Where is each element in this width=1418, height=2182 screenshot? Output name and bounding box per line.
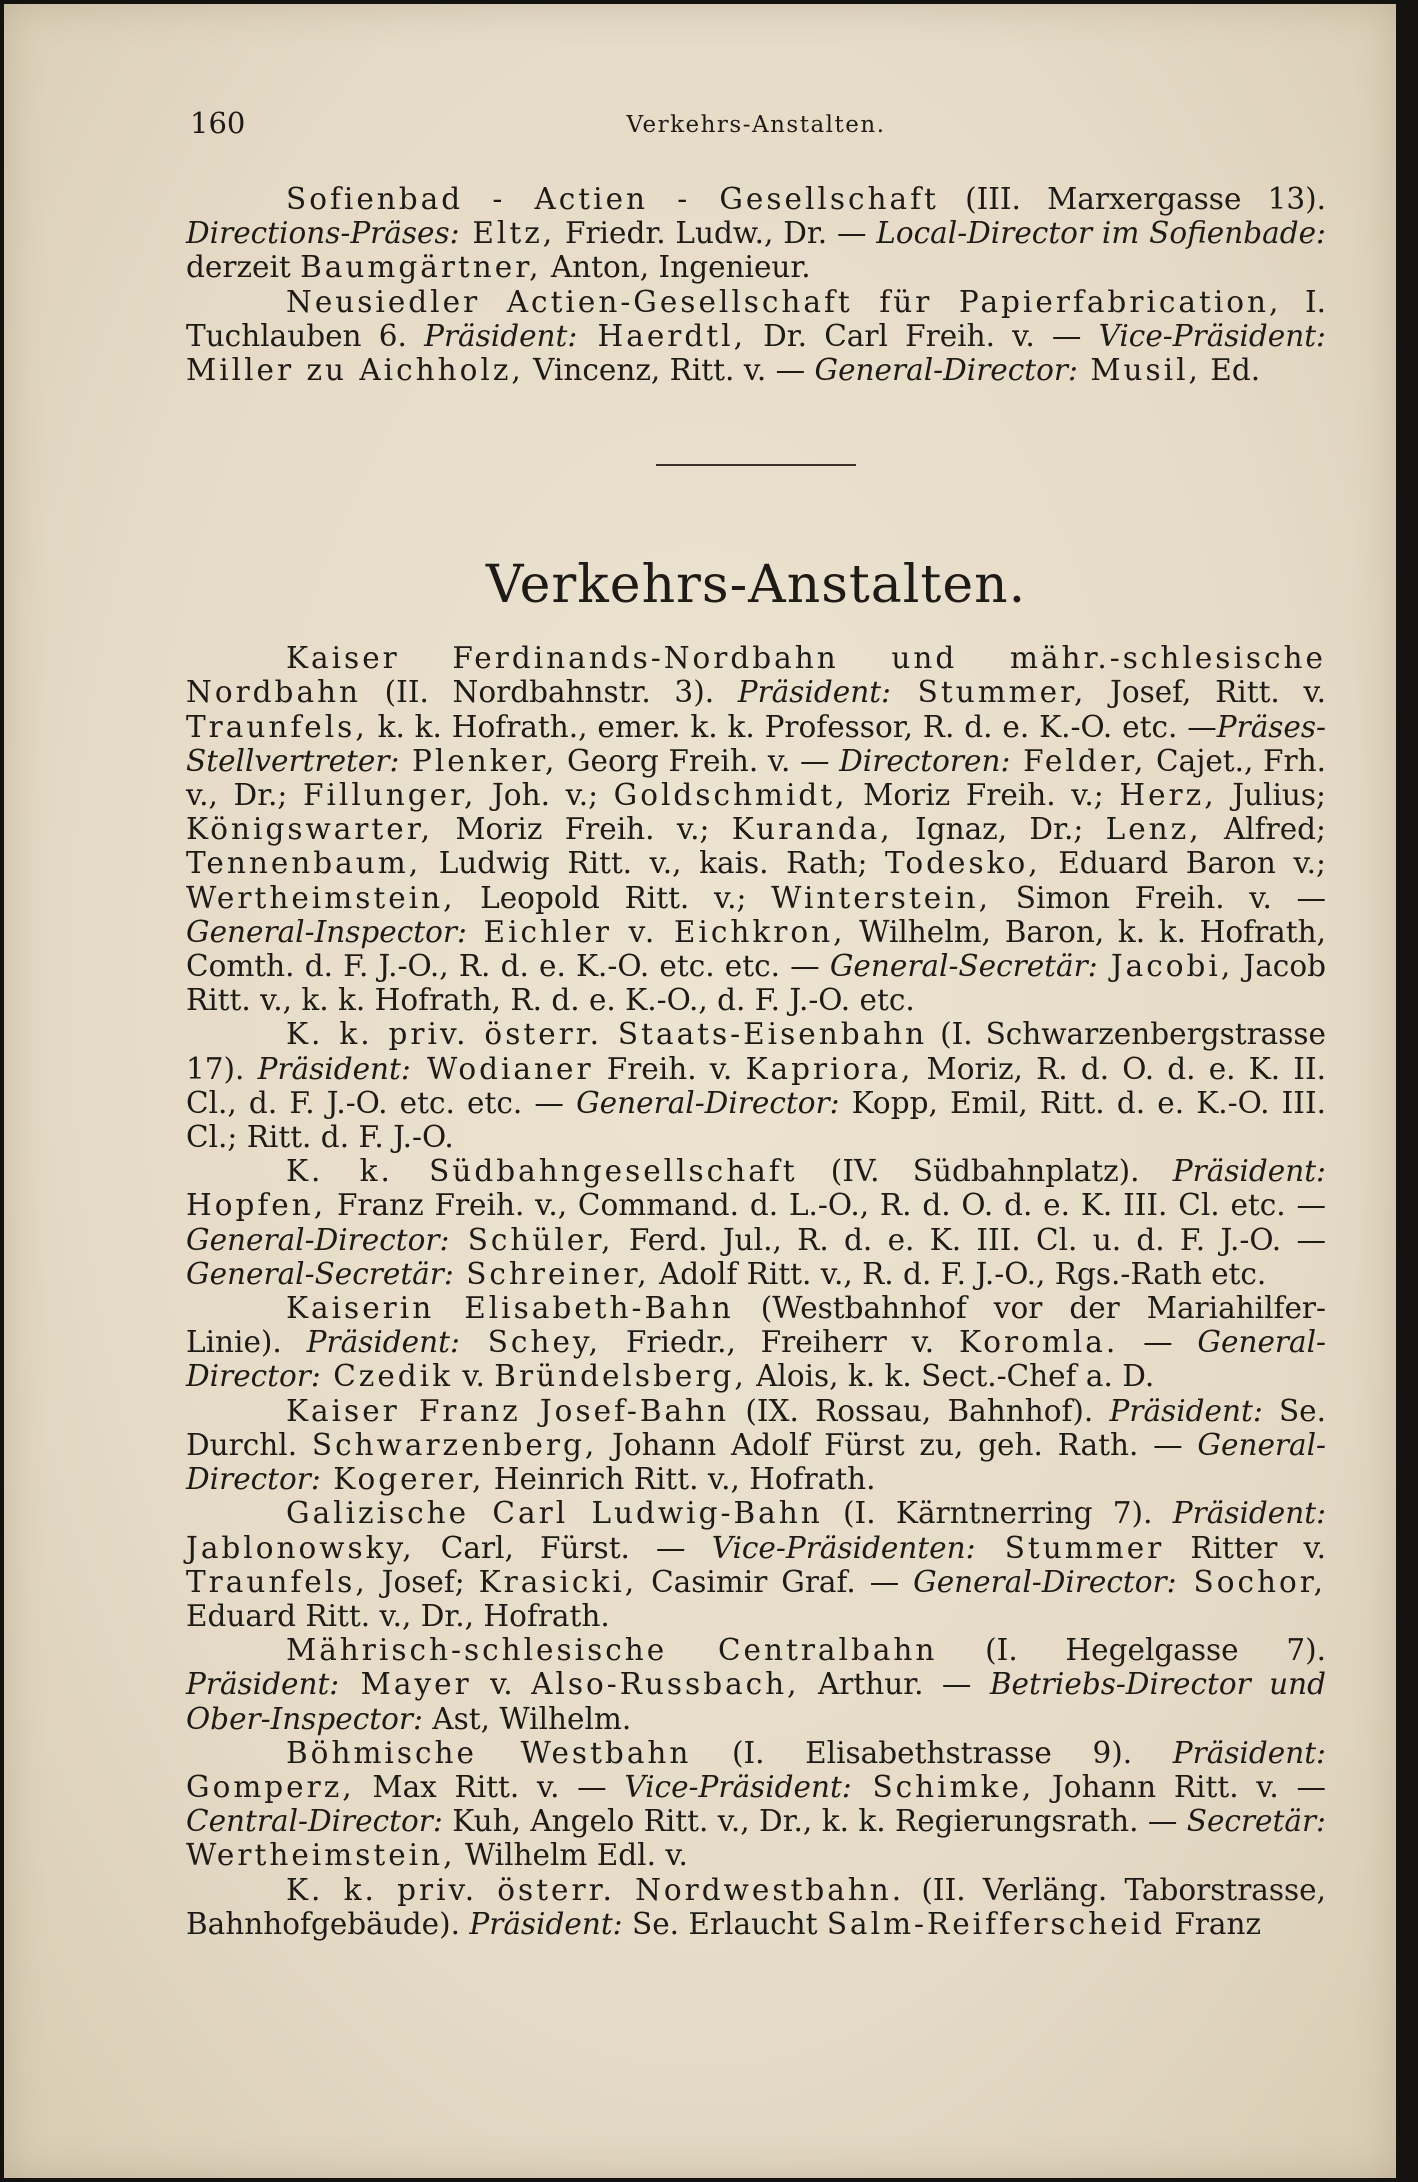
company-name: K. k. priv. österr. Staats-Eisenbahn: [286, 1017, 928, 1052]
entry-nordbahn: Kaiser Ferdinands-Nordbahn und mähr.-schlesische Nordbahn (II. Nordbahnstr. 3). Präsident: Stummer, Josef, Ritt. v. Traunfels, k. k. Hofrath., emer. k. k. Professor, R. d. e. K.-O. etc. —Präses-Stellvertreter: Plenker, Georg Freih. v. — Directoren: Felder, Cajet., Frh. v., Dr.; Fillunger, Joh. v.; Goldschmidt, Moriz Freih. v.; Herz, Julius; Königswarter, Moriz Freih. v.; Kuranda, Ignaz, Dr.; Lenz, Alfred; Tennenbaum, Ludwig Ritt. v., kais. Rath; Todesko, Eduard Baron v.; Wertheimstein, Leopold Ritt. v.; Winterstein, Simon Freih. v. — General-Inspector: Eichler v. Eichkron, Wilhelm, Baron, k. k. Hofrath, Comth. d. F. J.-O., R. d. e. K.-O. etc. etc. — General-Secretär: Jacobi, Jacob Ritt. v., k. k. Hofrath, R. d. e. K.-O., d. F. J.-O. etc.: [186, 641, 1326, 1018]
company-name: Kaiserin Elisabeth-Bahn: [286, 1291, 734, 1326]
entry-staats-eisenbahn: K. k. priv. österr. Staats-Eisenbahn (I. Schwarzenbergstrasse 17). Präsident: Wodianer Freih. v. Kapriora, Moriz, R. d. O. d. e. K. II. Cl., d. F. J.-O. etc. etc. — General-Director: Kopp, Emil, Ritt. d. e. K.-O. III. Cl.; Ritt. d. F. J.-O.: [186, 1017, 1326, 1155]
scanned-page: [4, 4, 1396, 2178]
company-name: Galizische Carl Ludwig-Bahn: [286, 1496, 823, 1531]
entry-carl-ludwig-bahn: Galizische Carl Ludwig-Bahn (I. Kärntnerring 7). Präsident: Jablonowsky, Carl, Fürst. — Vice-Präsidenten: Stummer Ritter v. Traunfels, Josef; Krasicki, Casimir Graf. — General-Director: Sochor, Eduard Ritt. v., Dr., Hofrath.: [186, 1496, 1327, 1633]
entry-sofienbad: Sofienbad - Actien - Gesellschaft (III. Marxergasse 13). Directions-Präses: Eltz, Friedr. Ludw., Dr. — Local-Director im Sofienbade: derzeit Baumgärtner, Anton, Ingenieur.: [186, 182, 1327, 285]
running-title: Verkehrs-Anstalten.: [626, 112, 886, 138]
company-name: K. k. Südbahngesellschaft: [286, 1154, 798, 1189]
company-name: Böhmische Westbahn: [286, 1735, 692, 1770]
company-name: Sofienbad - Actien - Gesellschaft: [286, 182, 939, 216]
entry-suedbahn: K. k. Südbahngesellschaft (IV. Südbahnplatz). Präsident: Hopfen, Franz Freih. v., Command. d. L.-O., R. d. O. d. e. K. III. Cl. etc. — General-Director: Schüler, Ferd. Jul., R. d. e. K. III. Cl. u. d. F. J.-O. — General-Secretär: Schreiner, Adolf Ritt. v., R. d. F. J.-O., Rgs.-Rath etc.: [186, 1154, 1326, 1291]
role-title: Local-Director im Sofienbade:: [876, 216, 1326, 251]
role-title: Präsident:: [424, 318, 578, 353]
entry-elisabeth-bahn: Kaiserin Elisabeth-Bahn (Westbahnhof vor der Mariahilfer-Linie). Präsident: Schey, Friedr., Freiherr v. Koromla. — General-Director: Czedik v. Bründelsberg, Alois, k. k. Sect.-Chef a. D.: [186, 1291, 1326, 1394]
company-name: Kaiser Ferdinands-Nordbahn und mähr.-schlesische Nordbahn: [186, 641, 1326, 710]
company-name: Mährisch-schlesische Centralbahn: [286, 1633, 938, 1668]
section-title: Verkehrs-Anstalten.: [485, 555, 1027, 616]
company-name: K. k. priv. österr. Nordwestbahn.: [286, 1872, 905, 1907]
company-name: Kaiser Franz Josef-Bahn: [286, 1393, 730, 1428]
role-title: Directions-Präses:: [186, 216, 460, 251]
entry-franz-josef-bahn: Kaiser Franz Josef-Bahn (IX. Rossau, Bahnhof). Präsident: Se. Durchl. Schwarzenberg, Johann Adolf Fürst zu, geh. Rath. — General-Director: Kogerer, Heinrich Ritt. v., Hofrath.: [186, 1393, 1327, 1497]
page-header: [186, 106, 1326, 146]
entry-nordwestbahn: K. k. priv. österr. Nordwestbahn. (II. Verläng. Taborstrasse, Bahnhofgebäude). Präsident: Se. Erlaucht Salm-Reifferscheid Franz: [186, 1872, 1326, 1941]
entry-neusiedler: Neusiedler Actien-Gesellschaft für Papierfabrication, I. Tuchlauben 6. Präsident: Haerdtl, Dr. Carl Freih. v. — Vice-Präsident: Miller zu Aichholz, Vincenz, Ritt. v. — General-Director: Musil, Ed.: [186, 284, 1326, 388]
page-number: 160: [190, 106, 246, 140]
company-name: Neusiedler Actien-Gesellschaft für Papierfabrication,: [286, 284, 1282, 319]
entry-centralbahn: Mährisch-schlesische Centralbahn (I. Hegelgasse 7). Präsident: Mayer v. Also-Russbach, Arthur. — Betriebs-Director und Ober-Inspector: Ast, Wilhelm.: [186, 1633, 1326, 1736]
role-title: General-Director:: [814, 353, 1078, 388]
section-divider: [656, 451, 856, 479]
page-body: [186, 182, 1326, 1941]
entry-westbahn: Böhmische Westbahn (I. Elisabethstrasse 9). Präsident: Gomperz, Max Ritt. v. — Vice-Präsident: Schimke, Johann Ritt. v. — Central-Director: Kuh, Angelo Ritt. v., Dr., k. k. Regierungsrath. — Secretär: Wertheimstein, Wilhelm Edl. v.: [186, 1735, 1326, 1873]
role-title: Vice-Präsident:: [1098, 318, 1326, 353]
